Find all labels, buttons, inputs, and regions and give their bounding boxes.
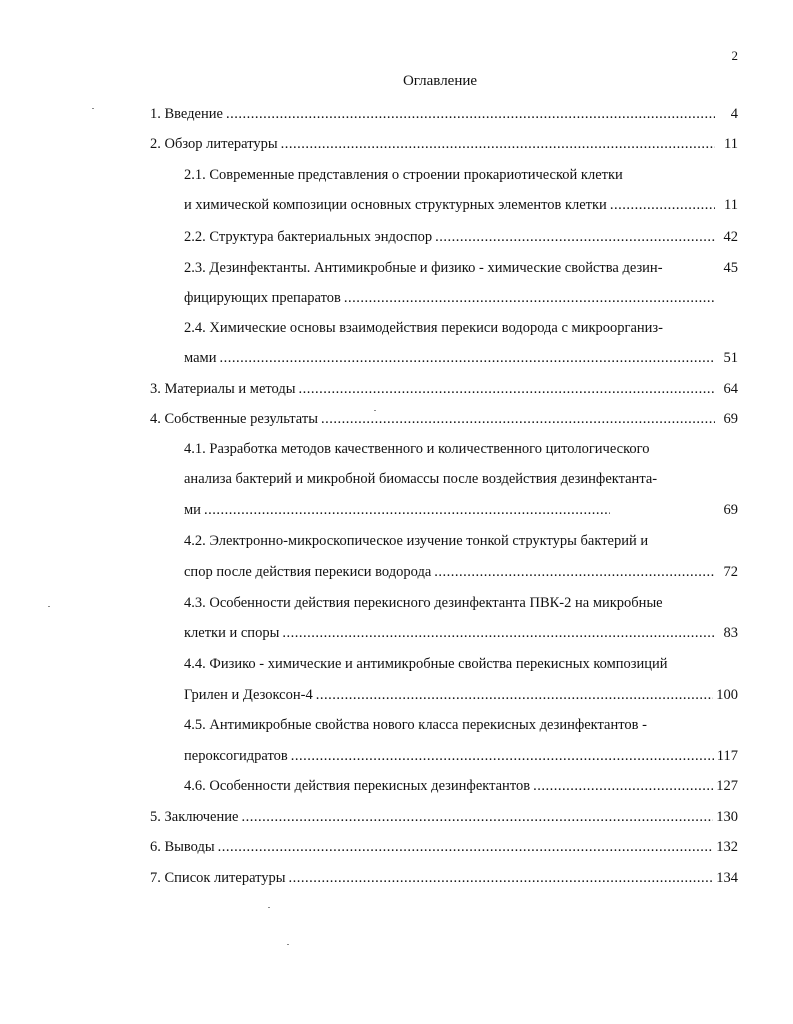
scan-speck (287, 944, 289, 945)
toc-entry-label: и химической композиции основных структурных элементов клетки (184, 197, 607, 213)
dot-leader (434, 561, 715, 583)
toc-entry-label: 6. Выводы (150, 839, 215, 855)
toc-entry-label: 3. Материалы и методы (150, 381, 296, 397)
dot-leader (321, 408, 715, 430)
scan-speck (48, 606, 50, 607)
toc-entry-label: ми (184, 502, 201, 518)
toc-entry-page: 64 (723, 381, 738, 397)
toc-entry-label: 2.4. Химические основы взаимодействия перекиси водорода с микроорганиз- (184, 320, 663, 336)
dot-leader (316, 684, 714, 706)
toc-entry-page: 72 (723, 564, 738, 580)
toc-entry-findings (150, 836, 738, 858)
toc-entry-references (150, 867, 738, 889)
toc-entry-page: 132 (716, 839, 738, 855)
toc-entry-introduction (150, 103, 738, 125)
dot-leader (282, 622, 715, 644)
scan-speck (92, 108, 94, 109)
toc-entry-page: 69 (723, 502, 738, 518)
toc-entry-page: 127 (716, 778, 738, 794)
dot-leader (610, 194, 715, 216)
toc-entry-2-3-line2 (184, 287, 738, 309)
toc-entry-label: 7. Список литературы (150, 870, 286, 886)
toc-entry-label: 4. Собственные результаты (150, 411, 318, 427)
toc-entry-page: 100 (716, 687, 738, 703)
toc-entry-label: 4.5. Антимикробные свойства нового класса перекисных дезинфектантов - (184, 717, 647, 733)
toc-entry-page: 51 (723, 350, 738, 366)
toc-entry-4-1-line3 (184, 499, 738, 521)
dot-leader (299, 378, 716, 400)
toc-entry-4-2-line1 (184, 530, 738, 552)
dot-leader (533, 775, 713, 797)
toc-entry-label: мами (184, 350, 217, 366)
dot-leader (291, 745, 714, 767)
page-number: 2 (731, 48, 738, 63)
toc-entry-page: 134 (716, 870, 738, 886)
toc-entry-label: клетки и споры (184, 625, 280, 641)
dot-leader (435, 226, 715, 248)
toc-entry-4-1-line1 (184, 438, 738, 460)
toc-entry-label: 4.3. Особенности действия перекисного дезинфектанта ПВК-2 на микробные (184, 595, 663, 611)
toc-entry-page: 45 (723, 260, 738, 276)
toc-entry-2-4-line2 (184, 347, 738, 369)
toc-entry-label: фицирующих препаратов (184, 290, 341, 306)
toc-entry-4-5-line2 (184, 745, 738, 767)
toc-entry-4-2-line2 (184, 561, 738, 583)
toc-entry-label: 4.2. Электронно-микроскопическое изучение тонкой структуры бактерий и (184, 533, 649, 549)
page-title: Оглавление (402, 73, 478, 89)
toc-entry-own-results (150, 408, 738, 430)
dot-leader (226, 103, 715, 125)
toc-entry-conclusion (150, 806, 738, 828)
toc-entry-page: 117 (716, 748, 738, 764)
toc-entry-label: 2.3. Дезинфектанты. Антимикробные и физико - химические свойства дезин- (184, 260, 663, 276)
toc-entry-4-3-line2 (184, 622, 738, 644)
toc-entry-4-5-line1 (184, 714, 738, 736)
toc-entry-label: 2.2. Структура бактериальных эндоспор (184, 229, 433, 245)
dot-leader (218, 836, 714, 858)
dot-leader (219, 347, 715, 369)
toc-entry-label: 2.1. Современные представления о строении прокариотической клетки (184, 167, 623, 183)
toc-entry-page: 69 (723, 411, 738, 427)
toc-entry-label: анализа бактерий и микробной биомассы после воздействия дезинфектанта- (184, 471, 658, 487)
dot-leader (281, 133, 715, 155)
toc-entry-materials-methods (150, 378, 738, 400)
toc-entry-label: Грилен и Дезоксон-4 (184, 687, 313, 703)
toc-entry-2-4-line1 (184, 317, 738, 339)
toc-entry-page: 83 (723, 625, 738, 641)
toc-entry-page: 11 (724, 136, 738, 152)
toc-entry-2-2 (184, 226, 738, 248)
toc-entry-literature-review (150, 133, 738, 155)
toc-entry-label: 4.6. Особенности действия перекисных дезинфектантов (184, 778, 531, 794)
toc-entry-2-3-line1 (184, 257, 738, 279)
scan-speck (268, 907, 270, 908)
toc-entry-page: 42 (723, 229, 738, 245)
toc-entry-label: 2. Обзор литературы (150, 136, 278, 152)
toc-entry-4-3-line1 (184, 592, 738, 614)
dot-leader (289, 867, 714, 889)
scan-speck (374, 410, 376, 411)
toc-entry-4-6 (184, 775, 738, 797)
toc-entry-label: 5. Заключение (150, 809, 239, 825)
toc-entry-label: 4.4. Физико - химические и антимикробные свойства перекисных композиций (184, 656, 668, 672)
toc-entry-4-4-line1 (184, 653, 738, 675)
toc-entry-label: 1. Введение (150, 106, 223, 122)
toc-entry-label: 4.1. Разработка методов качественного и количественного цитологического (184, 441, 650, 457)
dot-leader (344, 287, 715, 309)
toc-entry-page: 11 (724, 197, 738, 213)
toc-entry-2-1-line1 (184, 164, 738, 186)
toc-entry-4-1-line2 (184, 468, 738, 490)
toc-entry-page: 130 (716, 809, 738, 825)
dot-leader (204, 499, 610, 521)
toc-entry-4-4-line2 (184, 684, 738, 706)
toc-entry-page: 4 (730, 106, 738, 122)
dot-leader (241, 806, 713, 828)
toc-entry-2-1-line2 (184, 194, 738, 216)
toc-entry-label: пероксогидратов (184, 748, 288, 764)
toc-entry-label: спор после действия перекиси водорода (184, 564, 432, 580)
